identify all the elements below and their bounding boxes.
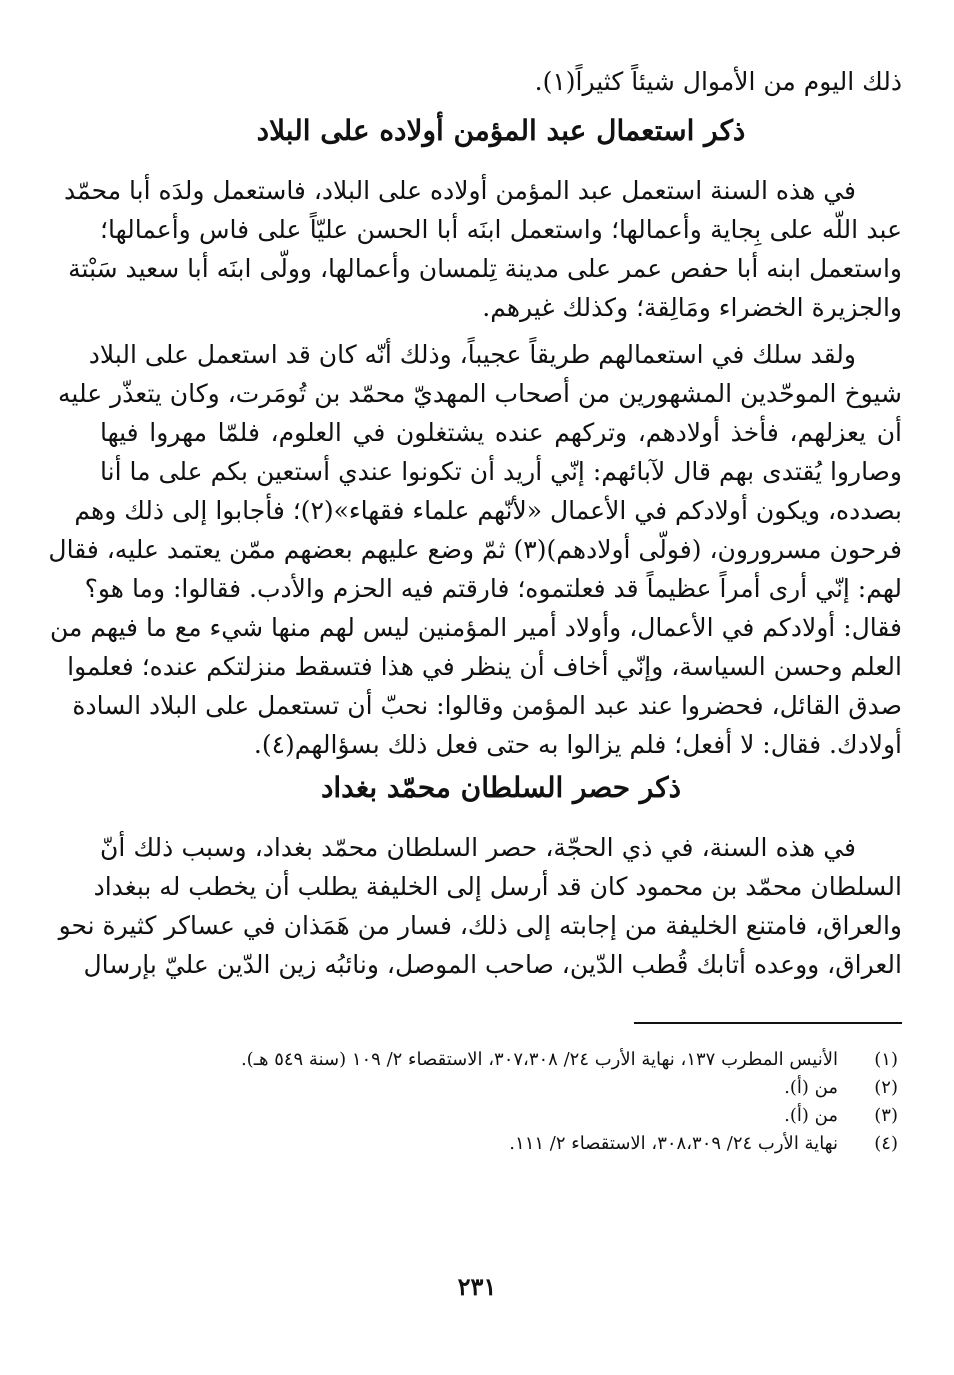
footnotes [100, 1046, 902, 1158]
text-line: في هذه السنة استعمل عبد المؤمن أولاده على البلاد، فاستعمل ولدَه أبا محمّد [64, 176, 856, 205]
footnote-text: من (أ). [784, 1105, 838, 1126]
footnote [100, 1074, 902, 1102]
paragraph [48, 335, 902, 764]
text-line: السلطان محمّد بن محمود كان قد أرسل إلى الخليفة يطلب أن يخطب له ببغداد [93, 872, 902, 901]
footnote [100, 1046, 902, 1074]
footnote-divider [634, 1022, 902, 1024]
text-line: أن يعزلهم، فأخذ أولادهم، وتركهم عنده يشتغلون في العلوم، فلمّا مهروا فيها [100, 418, 902, 447]
text-line: العراق، ووعده أتابك قُطب الدّين، صاحب الموصل، ونائبُه زين الدّين عليّ بإرسال [83, 950, 902, 979]
text-line: عبد اللّه على بِجاية وأعمالها؛ واستعمل ابنَه أبا الحسن عليّاً على فاس وأعمالها؛ [100, 215, 902, 244]
text-line: وصاروا يُقتدى بهم قال لآبائهم: إنّي أريد أن تكونوا عندي أستعين بكم على ما أنا [100, 457, 902, 486]
page-number: ٢٣١ [457, 1272, 497, 1301]
section-heading: ذكر حصر السلطان محمّد بغداد [320, 771, 682, 804]
text-line: واستعمل ابنه أبا حفص عمر على مدينة تِلمسان وأعمالها، وولّى ابنَه أبا سعيد سَبْتة [68, 254, 902, 283]
footnote-number: (٢) [874, 1077, 898, 1098]
text-line: في هذه السنة، في ذي الحجّة، حصر السلطان محمّد بغداد، وسبب ذلك أنّ [100, 833, 856, 862]
paragraph [58, 828, 902, 984]
footnote-text: نهاية الأرب ٢٤/ ٣٠٨،٣٠٩، الاستقصاء ٢/ ١١١. [509, 1133, 838, 1154]
footnote-number: (١) [874, 1049, 898, 1070]
text-line: والعراق، فامتنع الخليفة من إجابته إلى ذلك، فسار من هَمَذان في عساكر كثيرة نحو [58, 911, 902, 940]
text-line: أولادك. فقال: لا أفعل؛ فلم يزالوا به حتى فعل ذلك بسؤالهم(٤). [253, 730, 902, 759]
footnote-text: الأنيس المطرب ١٣٧، نهاية الأرب ٢٤/ ٣٠٧،٣٠٨، الاستقصاء ٢/ ١٠٩ (سنة ٥٤٩ هـ). [240, 1049, 838, 1070]
text-line: فرحون مسرورون، (فولّى أولادهم)(٣) ثمّ وضع عليهم بعضهم ممّن يعتمد عليه، فقال [48, 535, 902, 564]
footnote-number: (٤) [874, 1133, 898, 1154]
footnote-text: من (أ). [784, 1077, 838, 1098]
text-line: ولقد سلك في استعمالهم طريقاً عجيباً، وذلك أنّه كان قد استعمل على البلاد [88, 340, 856, 369]
text-line: شيوخ الموحّدين المشهورين من أصحاب المهديّ محمّد بن تُومَرت، وكان يتعذّر عليه [58, 379, 902, 408]
footnote-number: (٣) [874, 1105, 898, 1126]
footnote [100, 1102, 902, 1130]
continued-line: ذلك اليوم من الأموال شيئاً كثيراً(١). [534, 67, 902, 96]
footnote [100, 1130, 902, 1158]
text-line: العلم وحسن السياسة، وإنّي أخاف أن ينظر في هذا فتسقط منزلتكم عنده؛ فعلموا [67, 652, 902, 681]
section-heading: ذكر استعمال عبد المؤمن أولاده على البلاد [256, 114, 746, 147]
text-line: بصدده، ويكون أولادكم في الأعمال «لأنّهم علماء فقهاء»(٢)؛ فأجابوا إلى ذلك وهم [74, 496, 902, 525]
paragraph [64, 171, 902, 327]
text-line: والجزيرة الخضراء ومَالِقة؛ وكذلك غيرهم. [482, 293, 902, 322]
text-line: صدق القائل، فحضروا عند عبد المؤمن وقالوا: نحبّ أن تستعمل على البلاد السادة [72, 691, 902, 720]
text-line: لهم: إنّي أرى أمراً عظيماً قد فعلتموه؛ فارقتم فيه الحزم والأدب. فقالوا: وما هو؟ [84, 574, 902, 603]
text-line: فقال: أولادكم في الأعمال، وأولاد أمير المؤمنين ليس لهم منها شيء مع ما فيهم من [49, 613, 902, 642]
